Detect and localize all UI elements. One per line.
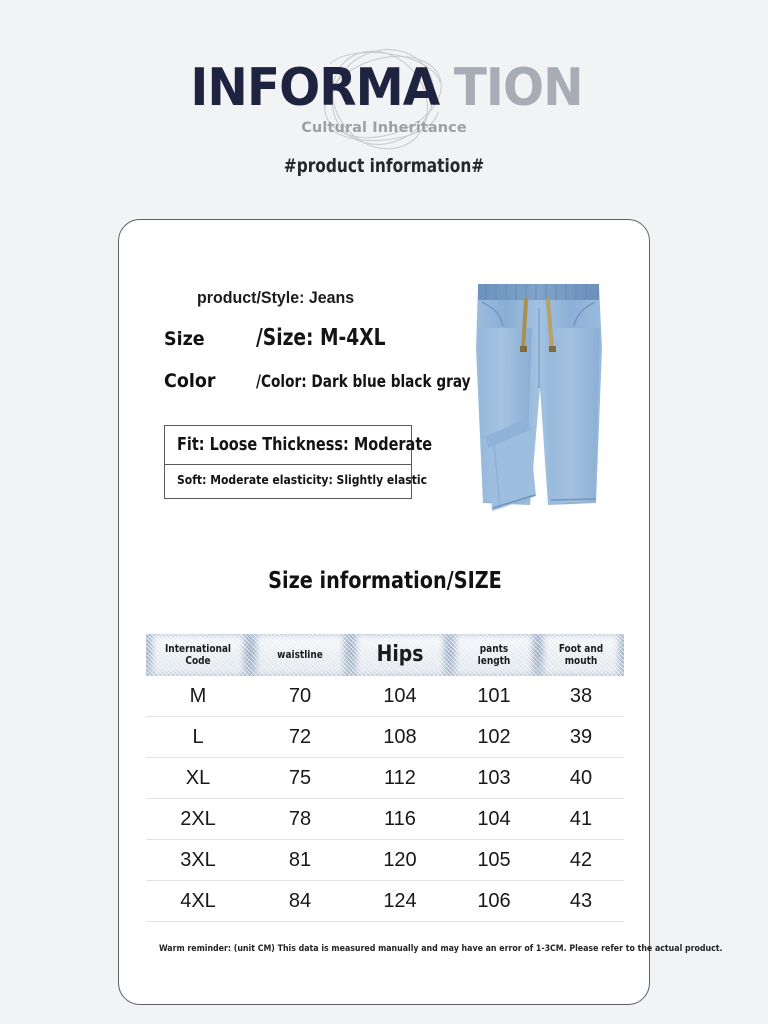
cell-hips: 124 xyxy=(383,889,417,912)
cell-code: L xyxy=(192,725,204,748)
cell-pants-length: 103 xyxy=(477,766,511,789)
brand-tagline: Cultural Inheritance xyxy=(301,120,467,136)
page-header xyxy=(0,0,768,195)
cell-foot-mouth: 39 xyxy=(569,725,593,748)
measurement-disclaimer: Warm reminder: (unit CM) This data is measured manually and may have an error of 1-3CM. Please refer to the actual product. xyxy=(158,943,723,954)
product-fit-text: Fit: Loose Thickness: Moderate xyxy=(177,435,433,455)
cell-waistline: 81 xyxy=(288,848,312,871)
product-size-value: /Size: M-4XL xyxy=(256,325,386,351)
cell-pants-length: 102 xyxy=(477,725,511,748)
product-softness-text: Soft: Moderate elasticity: Slightly elastic xyxy=(177,473,427,488)
cell-hips: 108 xyxy=(383,725,417,748)
cell-waistline: 72 xyxy=(288,725,312,748)
cell-code: XL xyxy=(185,766,211,789)
cell-pants-length: 104 xyxy=(477,807,511,830)
product-attribute-boxes xyxy=(164,425,433,499)
cell-code: 3XL xyxy=(180,848,216,871)
cell-pants-length: 101 xyxy=(477,684,511,707)
column-header-international-code: International Code xyxy=(149,643,248,667)
size-chart-table xyxy=(146,634,624,922)
product-color-label: Color xyxy=(164,370,216,392)
cell-pants-length: 105 xyxy=(477,848,511,871)
table-row xyxy=(146,799,624,840)
cell-code: 2XL xyxy=(180,807,216,830)
product-color-value: /Color: Dark blue black gray xyxy=(256,372,471,391)
brand-logo-primary: INFORMA xyxy=(190,58,440,118)
table-row xyxy=(146,717,624,758)
cell-hips: 104 xyxy=(383,684,417,707)
brand-logo-secondary: TION xyxy=(453,58,583,118)
cell-hips: 120 xyxy=(383,848,417,871)
product-color-row xyxy=(164,370,489,392)
product-size-row xyxy=(164,325,400,351)
cell-hips: 116 xyxy=(384,807,416,830)
cell-hips: 112 xyxy=(384,766,416,789)
cell-waistline: 70 xyxy=(288,684,312,707)
product-softness-box xyxy=(164,465,427,499)
table-row xyxy=(146,840,624,881)
column-header-pants-length: pants length xyxy=(452,643,536,667)
column-header-foot-and-mouth: Foot and mouth xyxy=(540,643,622,667)
table-row xyxy=(146,758,624,799)
cell-foot-mouth: 43 xyxy=(569,889,593,912)
table-row xyxy=(146,881,624,922)
cell-waistline: 84 xyxy=(288,889,312,912)
cell-waistline: 75 xyxy=(288,766,312,789)
product-size-label: Size xyxy=(164,328,205,350)
cell-code: 4XL xyxy=(180,889,216,912)
page-subtitle: #product information# xyxy=(283,155,485,177)
product-information-card xyxy=(118,219,723,1005)
cell-code: M xyxy=(189,684,207,707)
cell-foot-mouth: 41 xyxy=(569,807,593,830)
column-header-waistline: waistline xyxy=(253,649,348,661)
jeans-product-image xyxy=(456,268,621,523)
size-chart-header-row xyxy=(146,634,624,676)
cell-foot-mouth: 42 xyxy=(569,848,593,871)
cell-foot-mouth: 40 xyxy=(569,766,593,789)
table-row xyxy=(146,676,624,717)
product-style-line: product/Style: Jeans xyxy=(197,288,355,307)
brand-logo xyxy=(0,58,768,118)
product-fit-box xyxy=(164,425,433,465)
cell-waistline: 78 xyxy=(288,807,312,830)
cell-foot-mouth: 38 xyxy=(569,684,593,707)
size-information-heading: Size information/SIZE xyxy=(268,568,502,594)
column-header-hips: Hips xyxy=(353,642,448,667)
cell-pants-length: 106 xyxy=(477,889,511,912)
